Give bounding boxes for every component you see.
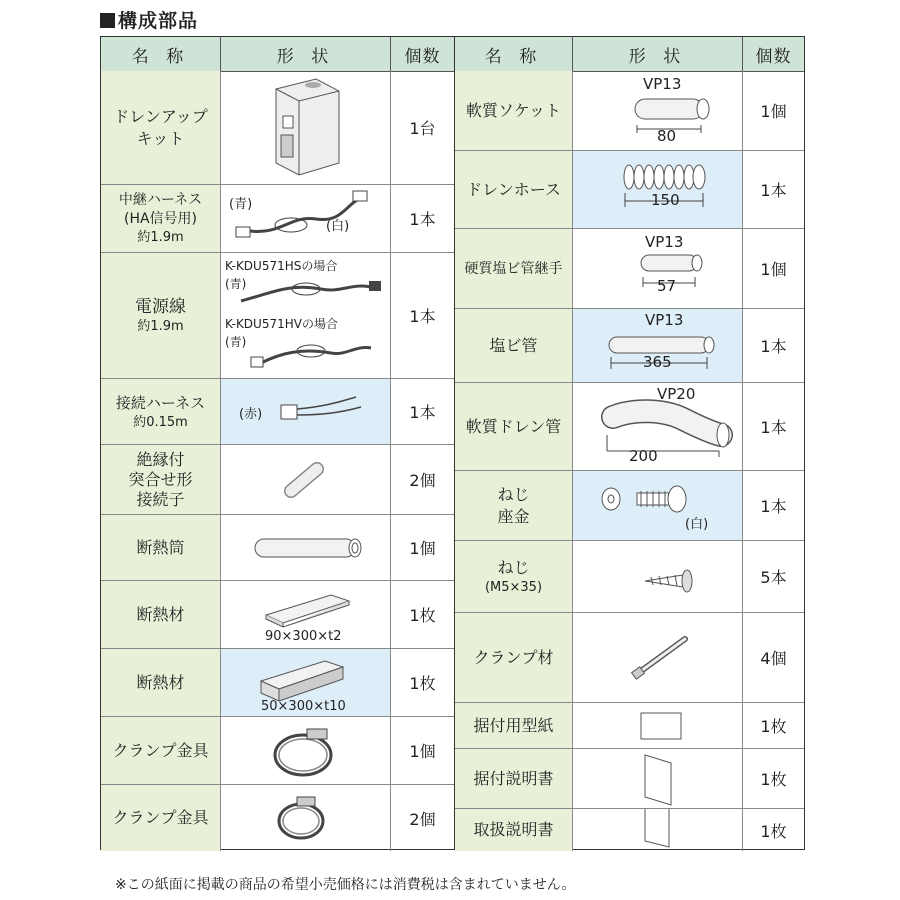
- item-name-line: 中継ハーネス: [118, 191, 203, 208]
- item-shape: [573, 703, 743, 748]
- item-qty: 1個: [760, 260, 787, 279]
- table-row: [455, 71, 804, 151]
- wire-color-label: (赤): [239, 407, 263, 422]
- item-name: [455, 229, 573, 308]
- dimension-label: 200: [629, 447, 658, 465]
- item-name-line: 据付用型紙: [473, 715, 554, 735]
- item-name: [101, 185, 221, 252]
- item-name: [455, 71, 573, 150]
- table-row: [101, 649, 454, 717]
- item-name-line: クランプ金具: [112, 808, 209, 827]
- item-qty: 1個: [409, 539, 436, 558]
- insulation-tube-illustration: [221, 515, 391, 580]
- hose-clamp-illustration: [221, 717, 391, 784]
- item-name: [455, 703, 573, 748]
- table-row: [455, 151, 804, 229]
- screw-washer-illustration: [573, 471, 743, 540]
- dimension-label: 57: [657, 277, 677, 295]
- item-shape: [221, 581, 391, 648]
- drain-up-kit-illustration: [221, 71, 391, 184]
- wire-color-label: (青): [225, 335, 247, 349]
- table-row: [101, 185, 454, 253]
- table-row: [101, 445, 454, 515]
- item-name-line: 据付説明書: [473, 768, 554, 788]
- item-name: [455, 309, 573, 382]
- item-qty: 1本: [409, 210, 436, 229]
- left-header: [101, 37, 454, 72]
- item-name-line: 断熱筒: [136, 537, 185, 557]
- table-row: [101, 379, 454, 445]
- header-name: 名 称: [455, 37, 573, 71]
- item-shape: [573, 541, 743, 612]
- header-name: 名 称: [101, 37, 221, 71]
- pipe-size-label: VP13: [645, 233, 684, 251]
- table-row: [101, 581, 454, 649]
- item-name: [455, 471, 573, 540]
- item-qty: 1枚: [760, 717, 787, 736]
- item-name: [455, 541, 573, 612]
- item-shape: [221, 185, 391, 252]
- right-header: [455, 37, 804, 72]
- manual-booklet-illustration: [573, 749, 743, 808]
- item-name-line: 硬質塩ビ管継手: [464, 260, 563, 277]
- item-name-line: ドレンアップ: [113, 106, 208, 126]
- item-qty: 1枚: [409, 674, 436, 693]
- item-qty: 5本: [760, 568, 787, 587]
- table-row: [101, 515, 454, 581]
- item-shape: [573, 151, 743, 228]
- table-row: [101, 253, 454, 379]
- wire-color-label: (青): [229, 197, 253, 212]
- right-column: [455, 37, 804, 849]
- item-name: [101, 649, 221, 716]
- item-name-line: (HA信号用): [123, 210, 198, 227]
- item-name-line: 軟質ソケット: [465, 100, 562, 120]
- item-name-line: 接続子: [136, 489, 185, 509]
- color-label: (白): [685, 517, 709, 532]
- dimension-label: 150: [651, 191, 680, 209]
- item-name-line: 電源線: [135, 296, 186, 317]
- item-name-sub: 約0.15m: [133, 414, 188, 430]
- item-name: [455, 613, 573, 702]
- header-shape: 形 状: [221, 37, 391, 71]
- header-qty: 個数: [755, 46, 792, 67]
- item-name-sub: (M5×35): [484, 579, 543, 595]
- item-name: [101, 785, 221, 851]
- item-name-line: 塩ビ管: [489, 335, 538, 355]
- item-shape: [573, 309, 743, 382]
- square-bullet-icon: [100, 13, 115, 28]
- dimension-label: 50×300×t10: [261, 699, 346, 714]
- item-name-line: 絶縁付: [136, 449, 185, 469]
- item-name-line: ねじ: [497, 557, 530, 577]
- item-qty: 1本: [409, 403, 436, 422]
- table-row: [101, 71, 454, 185]
- hose-clamp-illustration: [221, 785, 391, 850]
- item-name: [455, 809, 573, 851]
- item-name: [101, 717, 221, 784]
- butt-connector-illustration: [221, 445, 391, 514]
- item-shape: [221, 515, 391, 580]
- item-shape: [573, 71, 743, 150]
- item-shape: [573, 613, 743, 702]
- wire-color-label: (青): [225, 277, 247, 291]
- pipe-size-label: VP13: [643, 75, 682, 93]
- item-name: [455, 151, 573, 228]
- table-row: [101, 717, 454, 785]
- item-name-line: ねじ: [497, 484, 530, 504]
- dimension-label: 90×300×t2: [265, 629, 342, 644]
- item-qty: 1枚: [409, 606, 436, 625]
- manual-booklet-illustration: [573, 809, 743, 850]
- section-title-text: 構成部品: [118, 10, 199, 32]
- tapping-screw-illustration: [573, 541, 743, 612]
- dimension-label: 365: [643, 353, 672, 371]
- item-qty: 1枚: [760, 821, 787, 841]
- item-shape: [221, 649, 391, 716]
- item-qty: 2個: [409, 471, 436, 490]
- table-row: [101, 785, 454, 851]
- item-name: [455, 383, 573, 470]
- item-qty: 1個: [760, 102, 787, 121]
- item-name-sub: 約1.9m: [137, 229, 184, 245]
- item-shape: [573, 383, 743, 470]
- item-name: [101, 581, 221, 648]
- item-qty: 1本: [409, 307, 436, 326]
- table-row: [455, 309, 804, 383]
- header-shape: 形 状: [573, 37, 743, 71]
- item-qty: 1本: [760, 181, 787, 200]
- item-name-sub: 約1.9m: [137, 318, 184, 334]
- left-column: [101, 37, 455, 849]
- section-title: [100, 6, 198, 33]
- wire-color-label: (白): [326, 219, 350, 234]
- item-name: [101, 253, 221, 378]
- item-name-line: クランプ材: [473, 647, 554, 667]
- item-shape: [573, 809, 743, 851]
- item-shape: [221, 717, 391, 784]
- model-label: K-KDU571HVの場合: [225, 317, 338, 331]
- item-qty: 2個: [409, 809, 436, 829]
- dimension-label: 80: [657, 127, 677, 145]
- table-row: [455, 541, 804, 613]
- item-qty: 1枚: [760, 770, 787, 789]
- item-shape: [573, 471, 743, 540]
- table-row: [455, 749, 804, 809]
- item-name-line: ドレンホース: [466, 179, 561, 199]
- item-name-line: クランプ金具: [112, 740, 209, 760]
- item-qty: 1本: [760, 337, 787, 356]
- item-name-line: 軟質ドレン管: [465, 416, 562, 436]
- item-qty: 4個: [760, 649, 787, 668]
- item-name-line: 取扱説明書: [473, 820, 554, 839]
- pipe-size-label: VP13: [645, 311, 684, 329]
- footnote: ※この紙面に掲載の商品の希望小売価格には消費税は含まれていません。: [115, 877, 576, 893]
- drain-hose-illustration: [573, 151, 743, 228]
- item-qty: 1本: [760, 497, 787, 516]
- table-row: [455, 383, 804, 471]
- item-name-line: 接続ハーネス: [115, 393, 206, 412]
- model-label: K-KDU571HSの場合: [225, 259, 338, 273]
- item-name: [101, 379, 221, 444]
- item-qty: 1台: [409, 119, 436, 138]
- item-shape: [221, 71, 391, 184]
- item-name-line: 断熱材: [136, 672, 185, 692]
- item-qty: 1個: [409, 742, 436, 761]
- table-row: [455, 613, 804, 703]
- item-name: [455, 749, 573, 808]
- item-name: [101, 515, 221, 580]
- template-sheet-illustration: [573, 703, 743, 748]
- table-row: [455, 703, 804, 749]
- item-name-line: 座金: [497, 506, 530, 526]
- table-row: [455, 471, 804, 541]
- item-name-line: キット: [136, 128, 185, 148]
- item-name-line: 断熱材: [136, 604, 185, 624]
- item-shape: [573, 749, 743, 808]
- item-name-line: 突合せ形: [128, 469, 193, 489]
- table-row: [455, 809, 804, 851]
- header-qty: 個数: [404, 46, 441, 67]
- cable-tie-illustration: [573, 613, 743, 702]
- item-name: [101, 445, 221, 514]
- table-row: [455, 229, 804, 309]
- pipe-size-label: VP20: [657, 385, 696, 403]
- item-shape: [221, 379, 391, 444]
- item-name: [101, 71, 221, 184]
- item-shape: [221, 253, 391, 378]
- item-shape: [221, 445, 391, 514]
- item-shape: [221, 785, 391, 851]
- item-qty: 1本: [760, 418, 787, 437]
- parts-table: [100, 36, 805, 850]
- item-shape: [573, 229, 743, 308]
